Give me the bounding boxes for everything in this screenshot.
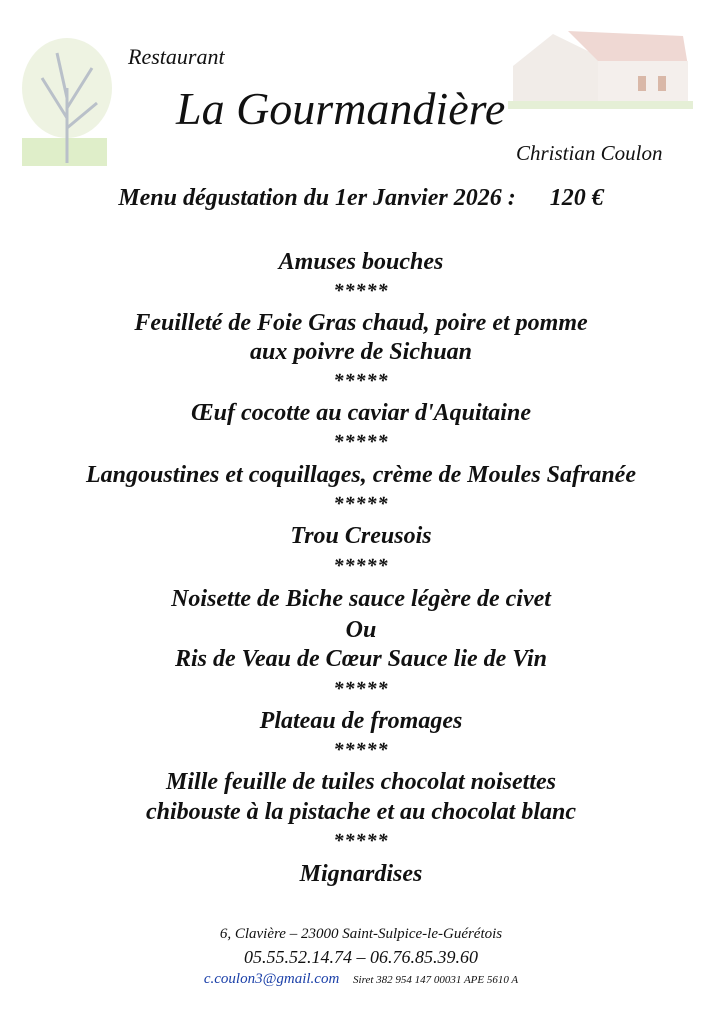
farmhouse-illustration xyxy=(508,26,693,111)
separator: ***** xyxy=(333,493,389,515)
separator: ***** xyxy=(333,555,389,577)
course-amuses: Amuses bouches xyxy=(278,249,444,275)
course-biche: Noisette de Biche sauce légère de civet xyxy=(171,586,551,612)
course-oeuf: Œuf cocotte au caviar d'Aquitaine xyxy=(191,400,531,426)
siret: Siret 382 954 147 00031 APE 5610 A xyxy=(353,974,519,986)
course-or: Ou xyxy=(345,617,377,643)
menu-price: 120 € xyxy=(549,185,604,211)
chef-name: Christian Coulon xyxy=(516,141,663,165)
separator: ***** xyxy=(333,280,389,302)
course-dessert-2: chibouste à la pistache et au chocolat blanc xyxy=(146,799,576,825)
email-link[interactable]: c.coulon3@gmail.com xyxy=(203,971,340,987)
course-trou: Trou Creusois xyxy=(290,523,432,549)
tree-illustration xyxy=(12,28,112,168)
separator: ***** xyxy=(333,431,389,453)
separator: ***** xyxy=(333,739,389,761)
contact-row xyxy=(0,971,722,988)
separator: ***** xyxy=(333,370,389,392)
separator: ***** xyxy=(333,678,389,700)
course-ris-de-veau: Ris de Veau de Cœur Sauce lie de Vin xyxy=(174,646,548,672)
course-foie-gras: Feuilleté de Foie Gras chaud, poire et pomme xyxy=(134,310,588,336)
course-fromages: Plateau de fromages xyxy=(259,708,463,734)
separator: ***** xyxy=(333,830,389,852)
menu-title-row xyxy=(0,184,722,212)
restaurant-name: La Gourmandière xyxy=(176,83,506,134)
phone-numbers: 05.55.52.14.74 – 06.76.85.39.60 xyxy=(244,947,478,967)
course-foie-gras-2: aux poivre de Sichuan xyxy=(249,339,473,365)
course-langoustines: Langoustines et coquillages, crème de Moules Safranée xyxy=(86,462,636,488)
menu-title: Menu dégustation du 1er Janvier 2026 : xyxy=(118,185,516,211)
restaurant-label: Restaurant xyxy=(128,44,225,69)
course-dessert: Mille feuille de tuiles chocolat noisettes xyxy=(166,769,556,795)
course-mignardises: Mignardises xyxy=(299,861,423,887)
address: 6, Clavière – 23000 Saint-Sulpice-le-Guérétois xyxy=(219,926,503,942)
